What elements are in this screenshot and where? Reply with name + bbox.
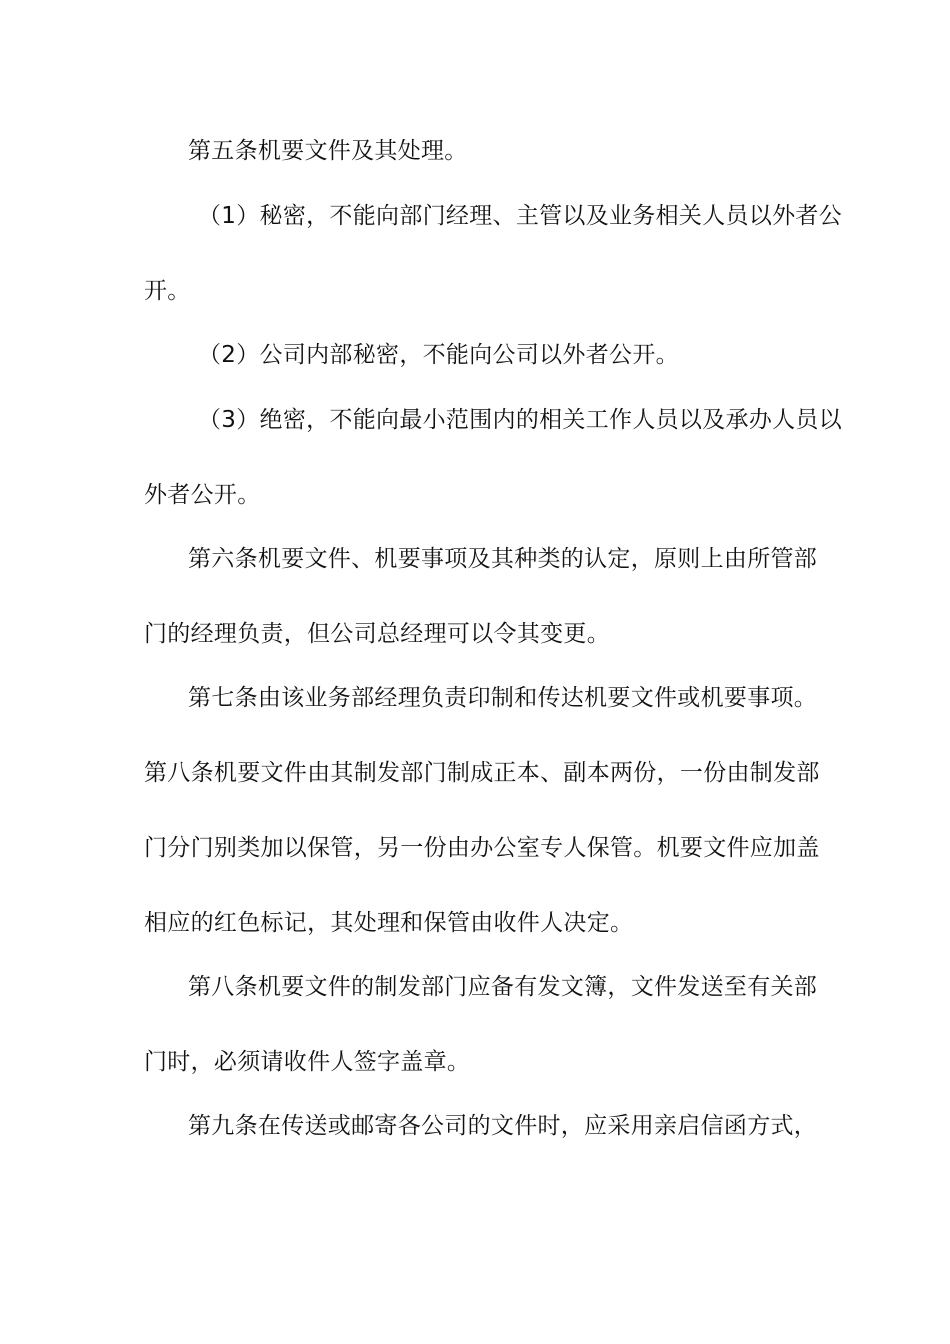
article-6-paragraph: 第六条机要文件、机要事项及其种类的认定，原则上由所管部 (188, 546, 818, 572)
article-5-heading: 第五条机要文件及其处理。 (188, 138, 468, 164)
article-5-item-2: （2）公司内部秘密，不能向公司以外者公开。 (198, 342, 679, 368)
article-5-item-3-continued: 外者公开。 (144, 482, 261, 508)
article-8-paragraph: 第八条机要文件由其制发部门制成正本、副本两份，一份由制发部 (144, 760, 820, 786)
article-5-item-3: （3）绝密，不能向最小范围内的相关工作人员以及承办人员以 (198, 407, 843, 433)
article-6-paragraph-continued: 门的经理负责，但公司总经理可以令其变更。 (144, 621, 610, 647)
article-5-item-1: （1）秘密，不能向部门经理、主管以及业务相关人员以外者公 (198, 203, 843, 229)
article-5-item-1-continued: 开。 (144, 278, 191, 304)
article-9-paragraph: 第九条在传送或邮寄各公司的文件时，应采用亲启信函方式， (188, 1113, 818, 1139)
article-8b-paragraph: 第八条机要文件的制发部门应备有发文簿，文件发送至有关部 (188, 974, 818, 1000)
article-8-paragraph-line-3: 相应的红色标记，其处理和保管由收件人决定。 (144, 910, 634, 936)
article-8-paragraph-line-2: 门分门别类加以保管，另一份由办公室专人保管。机要文件应加盖 (144, 835, 820, 861)
article-8b-paragraph-continued: 门时，必须请收件人签字盖章。 (144, 1049, 471, 1075)
article-7-paragraph: 第七条由该业务部经理负责印制和传达机要文件或机要事项。 (188, 685, 818, 711)
